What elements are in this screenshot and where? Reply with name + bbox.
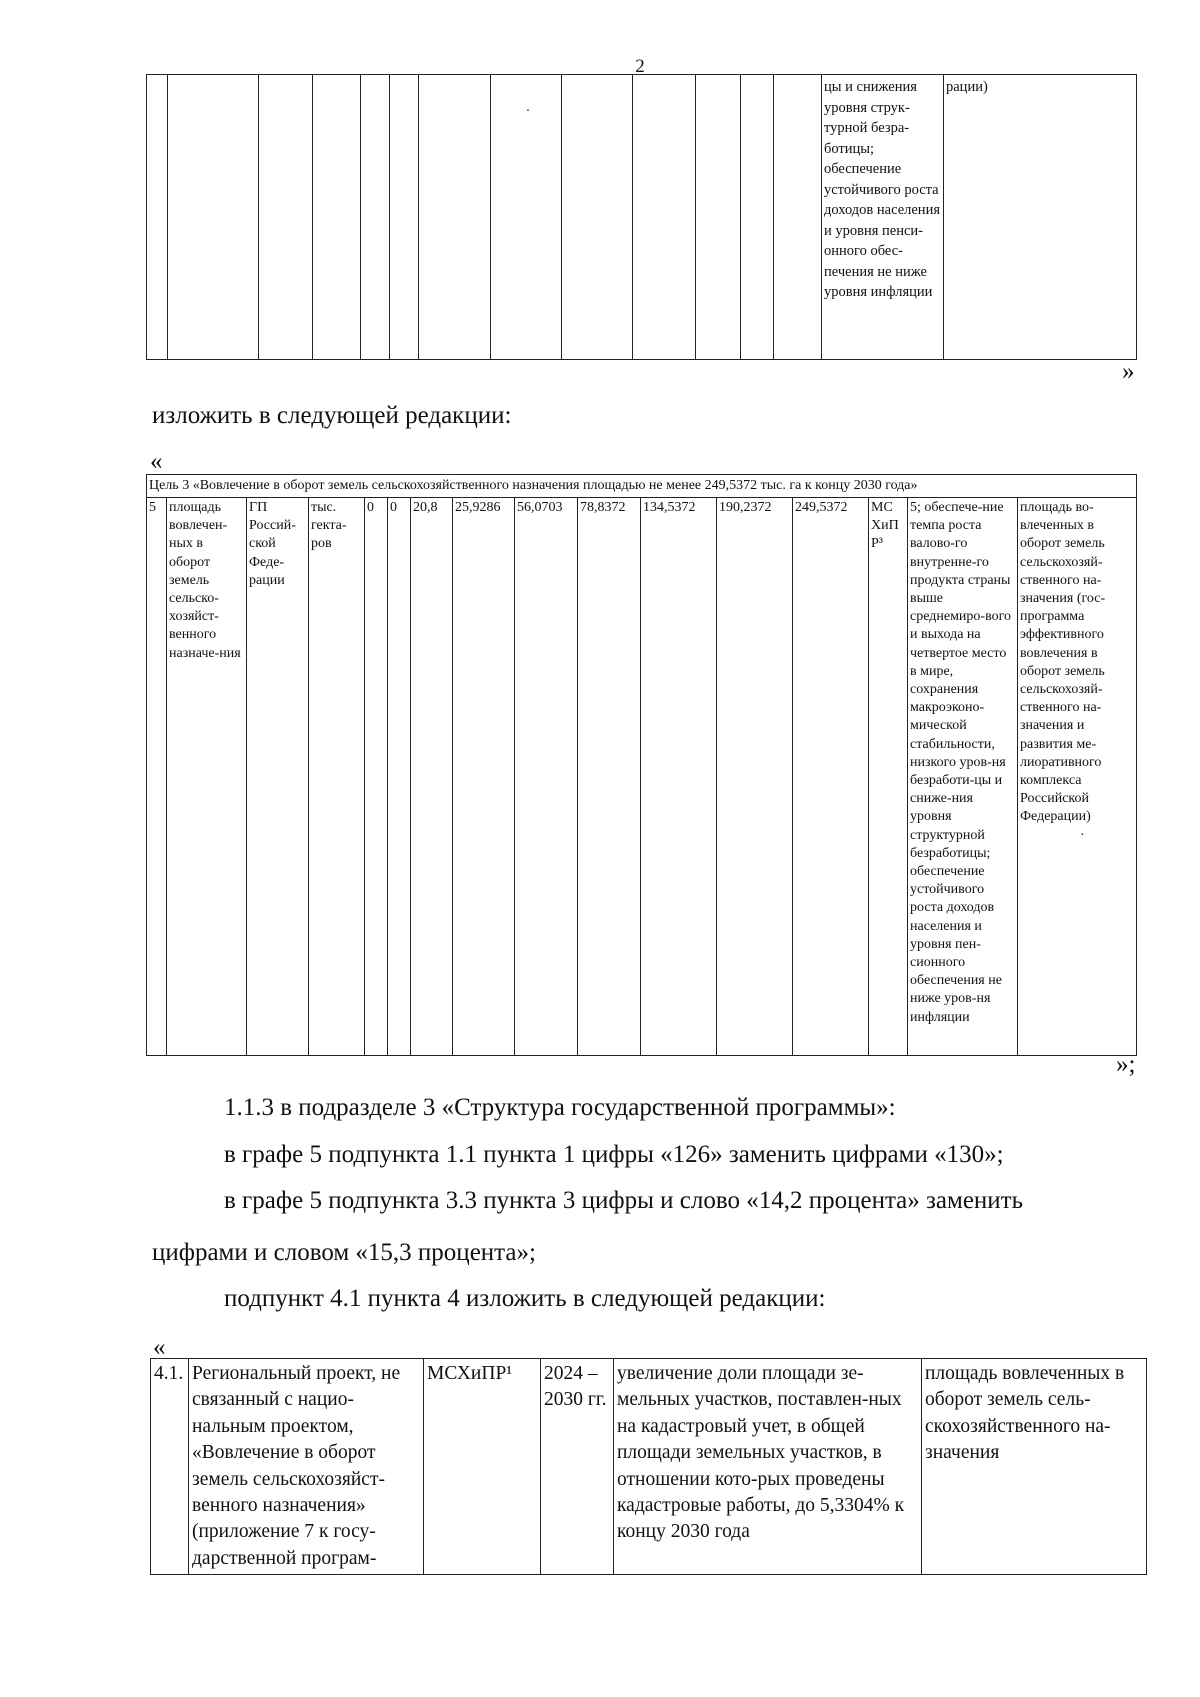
table-cell [633, 75, 696, 360]
value-cell: 249,5372 [793, 498, 869, 1056]
period: 2024 – 2030 гг. [541, 1359, 614, 1575]
table-cell [390, 75, 419, 360]
row-number: 4.1. [151, 1359, 189, 1575]
info-system-text: площадь во-влеченных в оборот земель сельскохозяй-ственного на-значения (гос-программа эффективного вовлечения в оборот земель сельскохозяй-ственного на-значения и развития ме-лиоративного комплекса Российской Федерации) [1020, 500, 1106, 825]
table-cell [259, 75, 313, 360]
intro-text: изложить в следующей редакции: [152, 402, 512, 429]
continuation-table [146, 74, 1137, 360]
row-number: 5 [147, 498, 167, 1056]
indicator-level: ГП Россий-ской Феде-рации [247, 498, 309, 1056]
project-tasks: увеличение доли площади зе-мельных участков, поставлен-ных на кадастровый учет, в общей площади земельных участков, в отношении кото-рых проведены кадастровые работы, до 5,3304% к концу 2030 года [614, 1359, 922, 1575]
stray-mark: · [1080, 827, 1085, 843]
info-cell: рации) [944, 75, 1137, 360]
paragraph: в графе 5 подпункта 3.3 пункта 3 цифры и слово «14,2 процента» заменить [224, 1187, 1023, 1214]
table-cell [313, 75, 361, 360]
value-cell: 134,5372 [641, 498, 717, 1056]
value-cell: 25,9286 [453, 498, 515, 1056]
closing-quote: »; [1116, 1051, 1136, 1078]
value-cell: 78,8372 [578, 498, 641, 1056]
indicator-name: площадь вовлечен-ных в оборот земель сельско-хозяйст-венного назначе-ния [167, 498, 247, 1056]
opening-quote: « [153, 1334, 166, 1361]
unit: тыс. гекта-ров [309, 498, 365, 1056]
stray-mark: · [525, 104, 531, 119]
table-cell [361, 75, 390, 360]
paragraph: цифрами и словом «15,3 процента»; [152, 1239, 536, 1266]
project-table [150, 1358, 1147, 1575]
indicator-cell: цы и снижения уровня струк-турной безра-ботицы; обеспечение устойчивого роста доходов населения и уровня пенси-онного обес-печения не ниже уровня инфляции [822, 75, 944, 360]
info-system [1018, 498, 1137, 1056]
paragraph: 1.1.3 в подразделе 3 «Структура государственной программы»: [224, 1094, 896, 1121]
national-goal-link: 5; обеспече-ние темпа роста валово-го внутренне-го продукта страны выше среднемиро-вого и выхода на четвертое место в мире, сохранения макроэконо-мической стабильности, низкого уров-ня безработи-цы и сниже-ния уровня структурной безработицы; обеспечение устойчивого роста доходов населения и уровня пен-сионного обеспечения не ниже уров-ня инфляции [908, 498, 1018, 1056]
table-cell [562, 75, 633, 360]
responsible: МС ХиП Р³ [869, 498, 908, 1056]
value-cell: 56,0703 [515, 498, 578, 1056]
table-cell [741, 75, 774, 360]
page-number: 2 [635, 56, 645, 77]
responsible: МСХиПР¹ [424, 1359, 541, 1575]
value-cell: 20,8 [411, 498, 453, 1056]
paragraph: в графе 5 подпункта 1.1 пункта 1 цифры «126» заменить цифрами «130»; [224, 1141, 1004, 1168]
table-cell [168, 75, 259, 360]
value-cell: 0 [388, 498, 411, 1056]
table-cell [774, 75, 822, 360]
value-cell: 190,2372 [717, 498, 793, 1056]
project-name: Региональный проект, не связанный с нацио-нальным проектом, «Вовлечение в оборот земель сельскохозяйст-венного назначения» (приложение 7 к госу-дарственной програм- [189, 1359, 424, 1575]
project-indicators: площадь вовлеченных в оборот земель сель-скохозяйственного на-значения [922, 1359, 1147, 1575]
table-cell [419, 75, 491, 360]
paragraph: подпункт 4.1 пункта 4 изложить в следующей редакции: [224, 1285, 826, 1312]
closing-quote: » [1122, 358, 1135, 385]
goal-table [146, 474, 1137, 1056]
table-cell [147, 75, 168, 360]
goal-title: Цель 3 «Вовлечение в оборот земель сельскохозяйственного назначения площадью не менее 249,5372 тыс. га к концу 2030 года» [147, 475, 1137, 498]
table-cell [491, 75, 562, 360]
value-cell: 0 [365, 498, 388, 1056]
opening-quote: « [150, 448, 163, 475]
table-cell [696, 75, 741, 360]
